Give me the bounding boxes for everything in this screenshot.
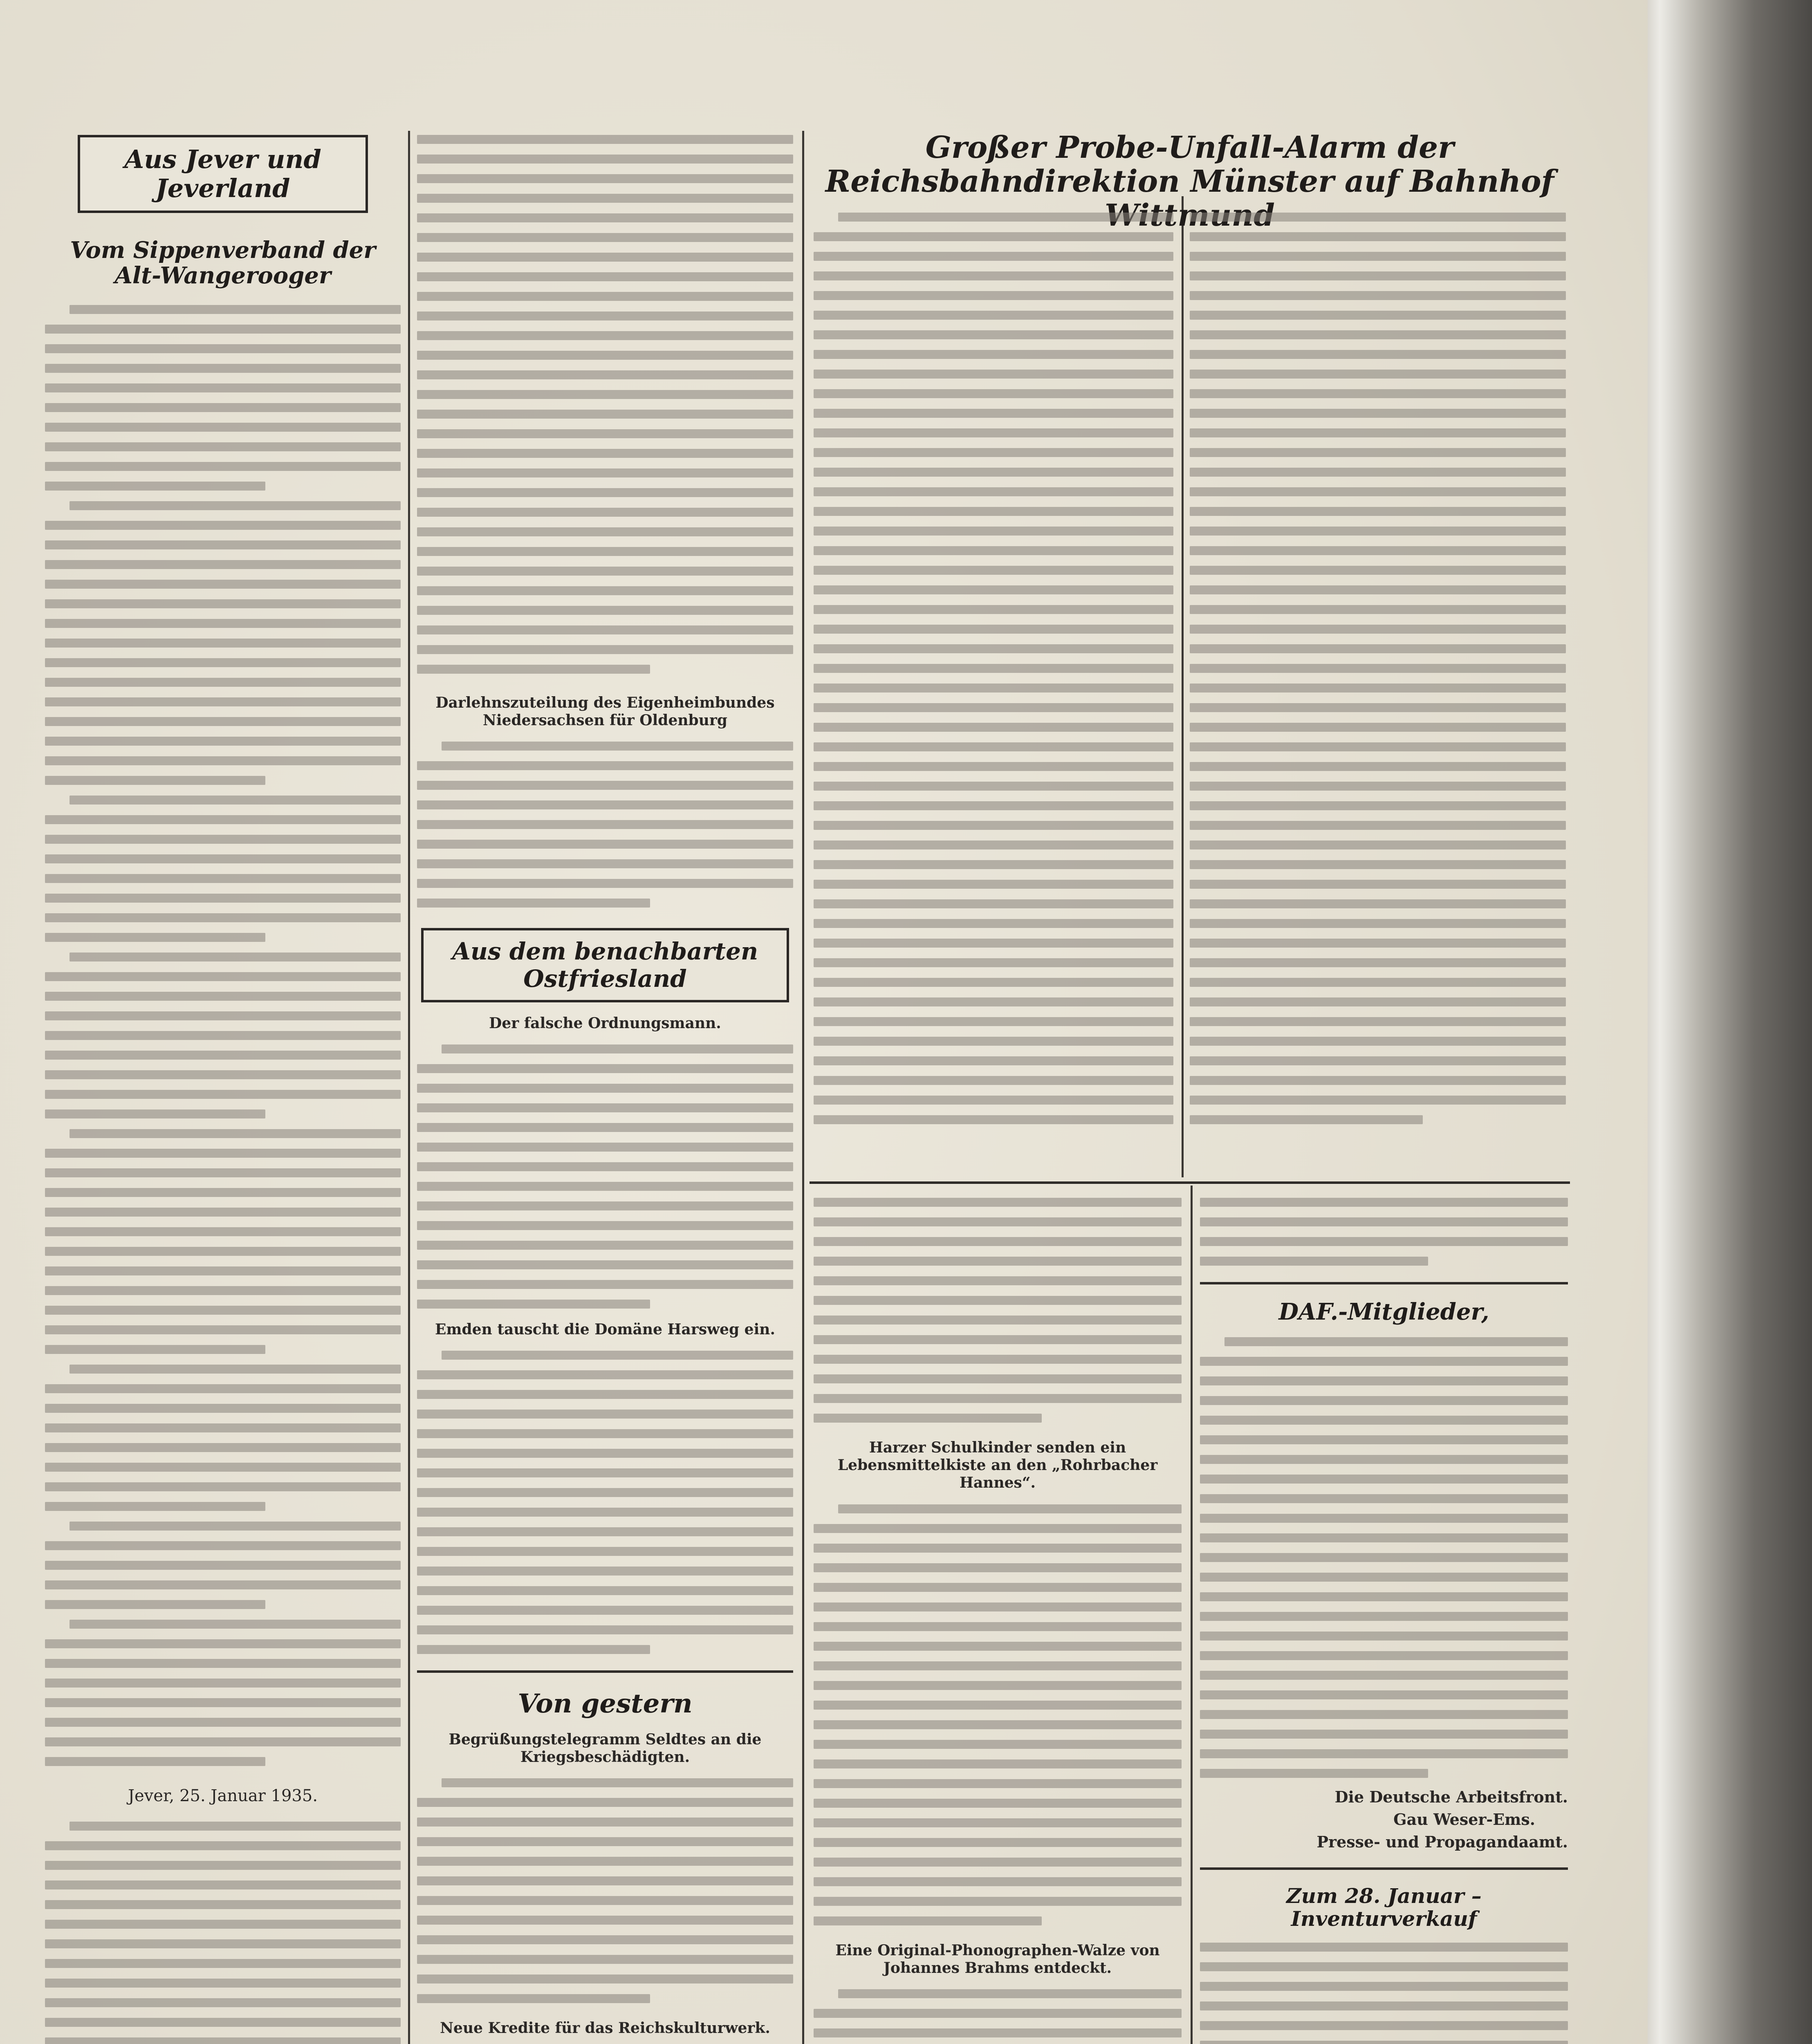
brahms-subheadline: Eine Original-Phonographen-Walze von Johannes Brahms entdeckt. xyxy=(835,1941,1160,1977)
seldte-article-text xyxy=(417,1778,793,2003)
alarm-text-right xyxy=(1190,213,1566,1173)
book-edge xyxy=(1648,0,1812,2044)
domaene-subheadline: Emden tauscht die Domäne Harsweg ein. xyxy=(435,1320,775,1338)
ordnungsmann-article-text xyxy=(417,1044,793,1309)
column-divider xyxy=(1182,196,1184,1177)
marienburg-article-text xyxy=(45,1822,401,2044)
section-rule xyxy=(417,1670,793,1673)
inventur-poem-text xyxy=(1200,1943,1568,2044)
sippenverband-headline: Vom Sippenverband der Alt-Wangerooger xyxy=(70,236,376,289)
alarm-headline: Großer Probe-Unfall-Alarm der Reichsbahndirektion Münster auf Bahnhof xyxy=(825,130,1554,199)
daf-headline: DAF.-Mitglieder, xyxy=(1278,1298,1489,1325)
gemeinde-article-continued xyxy=(417,135,793,674)
column-2 xyxy=(417,135,793,2044)
jever-dateline: Jever, 25. Januar 1935. xyxy=(128,1786,318,1806)
ordnungsmann-subheadline: Der falsche Ordnungsmann. xyxy=(489,1014,721,1032)
ostfriesland-section-title: Aus dem benachbarten Ostfriesland xyxy=(452,937,758,993)
schulkinder-article-text xyxy=(814,1504,1182,1925)
jever-section-title: Aus Jever und Jeverland xyxy=(124,144,321,204)
darlehen-subheadline: Darlehnszuteilung des Eigenheimbundes Niedersachsen für Oldenburg xyxy=(435,694,775,729)
seldte-subheadline: Begrüßungstelegramm Seldtes an die Kriegsbeschädigten. xyxy=(449,1730,762,1766)
column-divider xyxy=(408,131,410,2044)
daf-signature-2: Gau Weser-Ems. xyxy=(1393,1810,1535,1829)
darlehen-article-text xyxy=(417,742,793,908)
hindenburg-article-continued xyxy=(814,1198,1182,1423)
jever-section-header xyxy=(78,135,368,213)
alarm-bottom-rule xyxy=(810,1181,1570,1184)
alarm-text-left xyxy=(814,213,1173,1173)
sippenverband-article-text xyxy=(45,305,401,1766)
daf-article-text xyxy=(1200,1337,1568,1778)
gestern-section-title: Von gestern xyxy=(518,1688,693,1719)
kredite-subheadline: Neue Kredite für das Reichskulturwerk. xyxy=(440,2019,770,2037)
section-rule xyxy=(1200,1867,1568,1870)
lautforschung-article-continued xyxy=(1200,1198,1568,1266)
schulkinder-subheadline: Harzer Schulkinder senden ein Lebensmittelkiste an den „Rohrbacher Hannes“. xyxy=(837,1439,1158,1492)
section-rule xyxy=(1200,1282,1568,1284)
inventur-headline: Zum 28. Januar – Inventurverkauf xyxy=(1286,1883,1482,1931)
brahms-article-text xyxy=(814,1989,1182,2044)
column-4-lower xyxy=(1200,1198,1568,2044)
daf-signature-3: Presse- und Propagandaamt. xyxy=(1316,1832,1568,1851)
column-3-lower xyxy=(814,1198,1182,2044)
column-divider xyxy=(1191,1186,1193,2044)
daf-signature-1: Die Deutsche Arbeitsfront. xyxy=(1334,1787,1568,1806)
column-1 xyxy=(45,135,401,2044)
domaene-article-text xyxy=(417,1351,793,1654)
column-divider xyxy=(802,131,804,2044)
ostfriesland-section-header xyxy=(421,928,789,1002)
